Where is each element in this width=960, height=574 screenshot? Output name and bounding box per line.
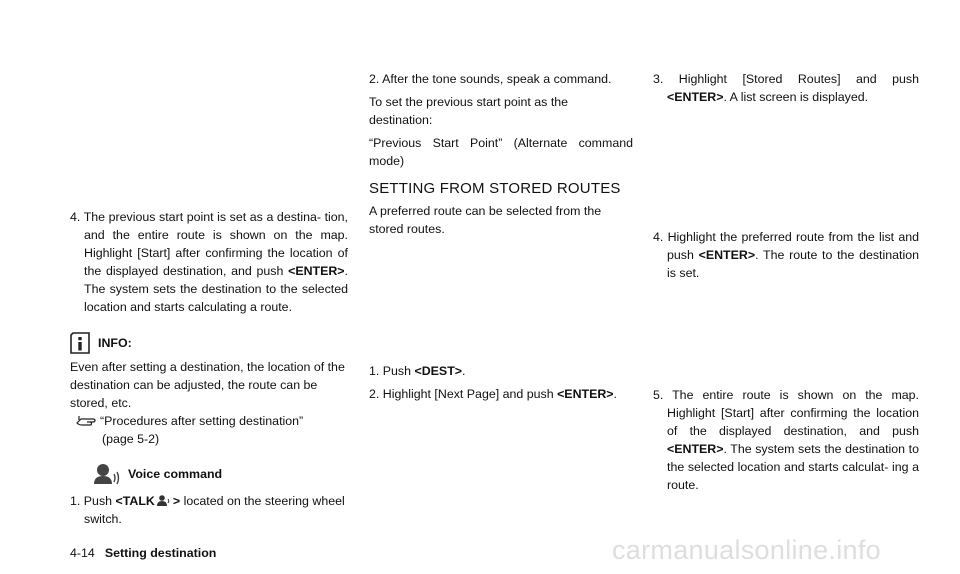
step-4-preferred-route: 4. Highlight the preferred route from the list and push <ENTER>. The route to the destination is set. [653, 230, 919, 280]
page-reference [70, 412, 348, 448]
voice-command-heading: Voice command [128, 467, 223, 481]
voice-step-2: 2. After the tone sounds, speak a command. [369, 72, 612, 86]
voice-step-1: 1. Push <TALK > located on the steering wheel switch. [70, 494, 345, 526]
enter-key-label: <ENTER> [667, 442, 724, 456]
section-intro: A preferred route can be selected from the stored routes. [369, 204, 602, 236]
watermark: carmanualsonline.info [612, 535, 881, 565]
section-heading: SETTING FROM STORED ROUTES [369, 180, 621, 197]
voice-command-icon [92, 462, 122, 486]
info-icon [70, 332, 90, 354]
para-alternate-command: “Previous Start Point” (Alternate command mode) [369, 136, 633, 168]
column-right [653, 70, 919, 494]
info-header [70, 332, 348, 354]
info-label: INFO: [98, 336, 132, 350]
page-number: 4-14 [70, 546, 95, 560]
pointing-hand-icon [76, 414, 96, 428]
info-text: Even after setting a destination, the location of the destination can be adjusted, the route can be stored, etc. [70, 360, 345, 410]
dest-key-label: <DEST> [414, 364, 463, 378]
para-previous-start: To set the previous start point as the destination: [369, 95, 569, 127]
step-3-stored-routes: 3. Highlight [Stored Routes] and push <ENTER>. A list screen is displayed. [653, 72, 919, 104]
enter-key-label: <ENTER> [698, 248, 756, 262]
talk-key-label: <TALK [115, 494, 155, 508]
page-footer [70, 546, 216, 560]
step-4: 4. The previous start point is set as a destina- tion, and the entire route is shown on the map. Highlight [Start] after confirming the location of the displayed destination, and push <ENTER>. The system sets the destination to the selected location and starts calculating a route. [70, 210, 349, 314]
enter-key-label: <ENTER> [557, 387, 614, 401]
step-1-push-dest: 1. Push <DEST>. [369, 364, 466, 378]
column-left [70, 208, 348, 528]
talk-icon [156, 494, 172, 506]
voice-command-header [70, 462, 348, 486]
section-name: Setting destination [104, 546, 217, 560]
reference-page: (page 5-2) [102, 432, 160, 446]
step-5-entire-route: 5. The entire route is shown on the map. Highlight [Start] after confirming the location of the displayed destination, and push <ENTER>. The system sets the destination to the selected location and starts calculat- ing a route. [653, 388, 919, 492]
step-2-next-page: 2. Highlight [Next Page] and push <ENTER>. [369, 387, 617, 401]
enter-key-label: <ENTER> [288, 264, 345, 278]
column-middle [369, 70, 633, 403]
reference-title: “Procedures after setting destination” [100, 414, 304, 428]
enter-key-label: <ENTER> [667, 90, 724, 104]
